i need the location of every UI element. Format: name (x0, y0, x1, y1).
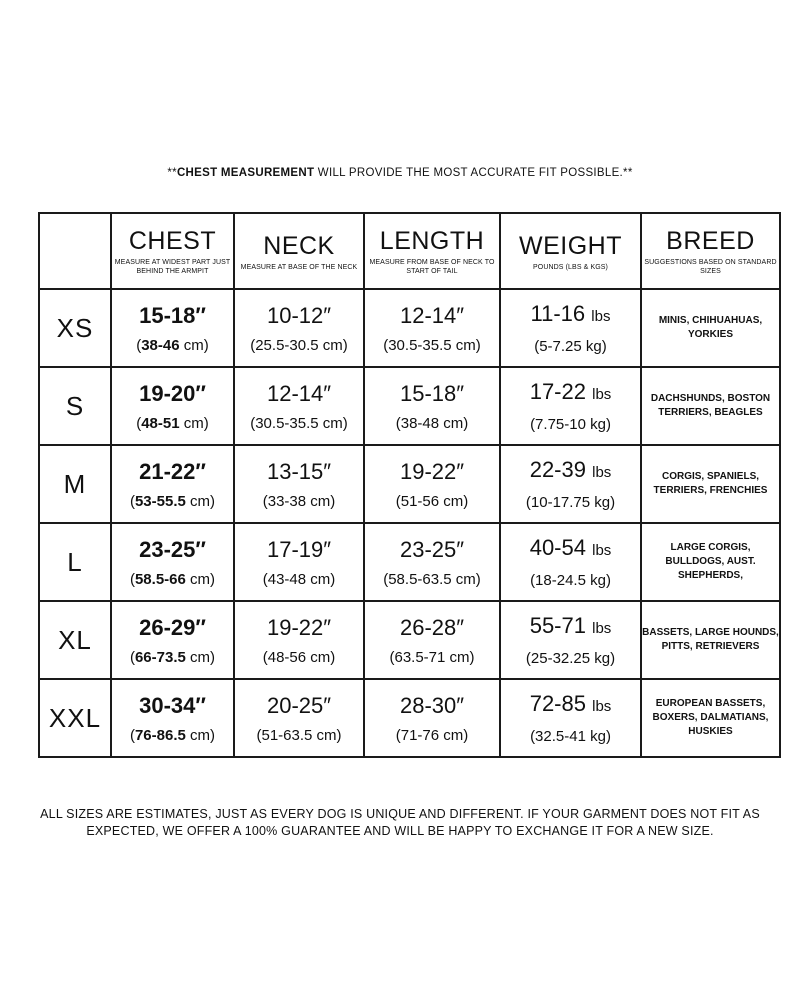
header-title: WEIGHT (519, 231, 622, 260)
header-subtitle: POUNDS (LBS & KGS) (533, 263, 608, 271)
neck-cell: 13-15″ (33-38 cm) (234, 445, 364, 523)
chest-cell: 30-34″ (76-86.5 cm) (111, 679, 234, 757)
header-title: LENGTH (379, 227, 485, 255)
table-row (39, 367, 780, 445)
length-cell: 19-22″ (51-56 cm) (364, 445, 500, 523)
header-breed (641, 213, 780, 289)
header-title: BREED (666, 227, 755, 255)
header-subtitle: MEASURE AT BASE OF THE NECK (240, 263, 358, 271)
chest-cell: 15-18″ (38-46 cm) (111, 289, 234, 367)
header-corner (39, 213, 111, 289)
guarantee-note: ALL SIZES ARE ESTIMATES, JUST AS EVERY DOG IS UNIQUE AND DIFFERENT. IF YOUR GARMENT DOES NOT FIT AS EXPECTED, WE OFFER A 100% GUARANTEE AND WILL BE HAPPY TO EXCHANGE IT FOR A NEW SIZE. (40, 807, 760, 838)
weight-cell: 11-16 lbs (5-7.25 kg) (500, 289, 641, 367)
chest-cell: 19-20″ (48-51 cm) (111, 367, 234, 445)
weight-cell: 17-22 lbs (7.75-10 kg) (500, 367, 641, 445)
weight-cell: 72-85 lbs (32.5-41 kg) (500, 679, 641, 757)
weight-cell: 40-54 lbs (18-24.5 kg) (500, 523, 641, 601)
size-label: S (39, 367, 111, 445)
length-cell: 28-30″ (71-76 cm) (364, 679, 500, 757)
length-cell: 12-14″ (30.5-35.5 cm) (364, 289, 500, 367)
size-label: L (39, 523, 111, 601)
table-row (39, 445, 780, 523)
size-label: XS (39, 289, 111, 367)
length-cell: 26-28″ (63.5-71 cm) (364, 601, 500, 679)
breed-cell: CORGIS, SPANIELS, TERRIERS, FRENCHIES (641, 445, 780, 523)
length-cell: 23-25″ (58.5-63.5 cm) (364, 523, 500, 601)
header-weight (500, 213, 641, 289)
table-row (39, 601, 780, 679)
header-length (364, 213, 500, 289)
table-row (39, 679, 780, 757)
header-row (39, 213, 780, 289)
header-subtitle: MEASURE AT WIDEST PART JUST BEHIND THE ARMPIT (114, 259, 231, 275)
chest-cell: 23-25″ (58.5-66 cm) (111, 523, 234, 601)
chest-cell: 26-29″ (66-73.5 cm) (111, 601, 234, 679)
breed-cell: MINIS, CHIHUAHUAS, YORKIES (641, 289, 780, 367)
breed-cell: EUROPEAN BASSETS, BOXERS, DALMATIANS, HUSKIES (641, 679, 780, 757)
top-note (0, 167, 800, 179)
header-neck (234, 213, 364, 289)
chest-cell: 21-22″ (53-55.5 cm) (111, 445, 234, 523)
weight-cell: 22-39 lbs (10-17.75 kg) (500, 445, 641, 523)
neck-cell: 19-22″ (48-56 cm) (234, 601, 364, 679)
neck-cell: 10-12″ (25.5-30.5 cm) (234, 289, 364, 367)
header-subtitle: MEASURE FROM BASE OF NECK TO START OF TAIL (369, 259, 495, 275)
neck-cell: 20-25″ (51-63.5 cm) (234, 679, 364, 757)
header-chest (111, 213, 234, 289)
size-label: XXL (39, 679, 111, 757)
header-subtitle: SUGGESTIONS BASED ON STANDARD SIZES (644, 259, 777, 275)
breed-cell: BASSETS, LARGE HOUNDS, PITTS, RETRIEVERS (641, 601, 780, 679)
header-title: NECK (263, 231, 335, 260)
table-row (39, 289, 780, 367)
neck-cell: 17-19″ (43-48 cm) (234, 523, 364, 601)
size-label: XL (39, 601, 111, 679)
neck-cell: 12-14″ (30.5-35.5 cm) (234, 367, 364, 445)
top-note-rest: WILL PROVIDE THE MOST ACCURATE FIT POSSIBLE.** (314, 167, 633, 179)
weight-cell: 55-71 lbs (25-32.25 kg) (500, 601, 641, 679)
length-cell: 15-18″ (38-48 cm) (364, 367, 500, 445)
breed-cell: DACHSHUNDS, BOSTON TERRIERS, BEAGLES (641, 367, 780, 445)
size-label: M (39, 445, 111, 523)
breed-cell: LARGE CORGIS, BULLDOGS, AUST. SHEPHERDS, (641, 523, 780, 601)
header-title: CHEST (128, 227, 217, 255)
top-note-prefix: ** (167, 167, 177, 179)
table-row (39, 523, 780, 601)
size-chart-table (38, 212, 781, 758)
top-note-emphasis: CHEST MEASUREMENT (176, 167, 315, 179)
